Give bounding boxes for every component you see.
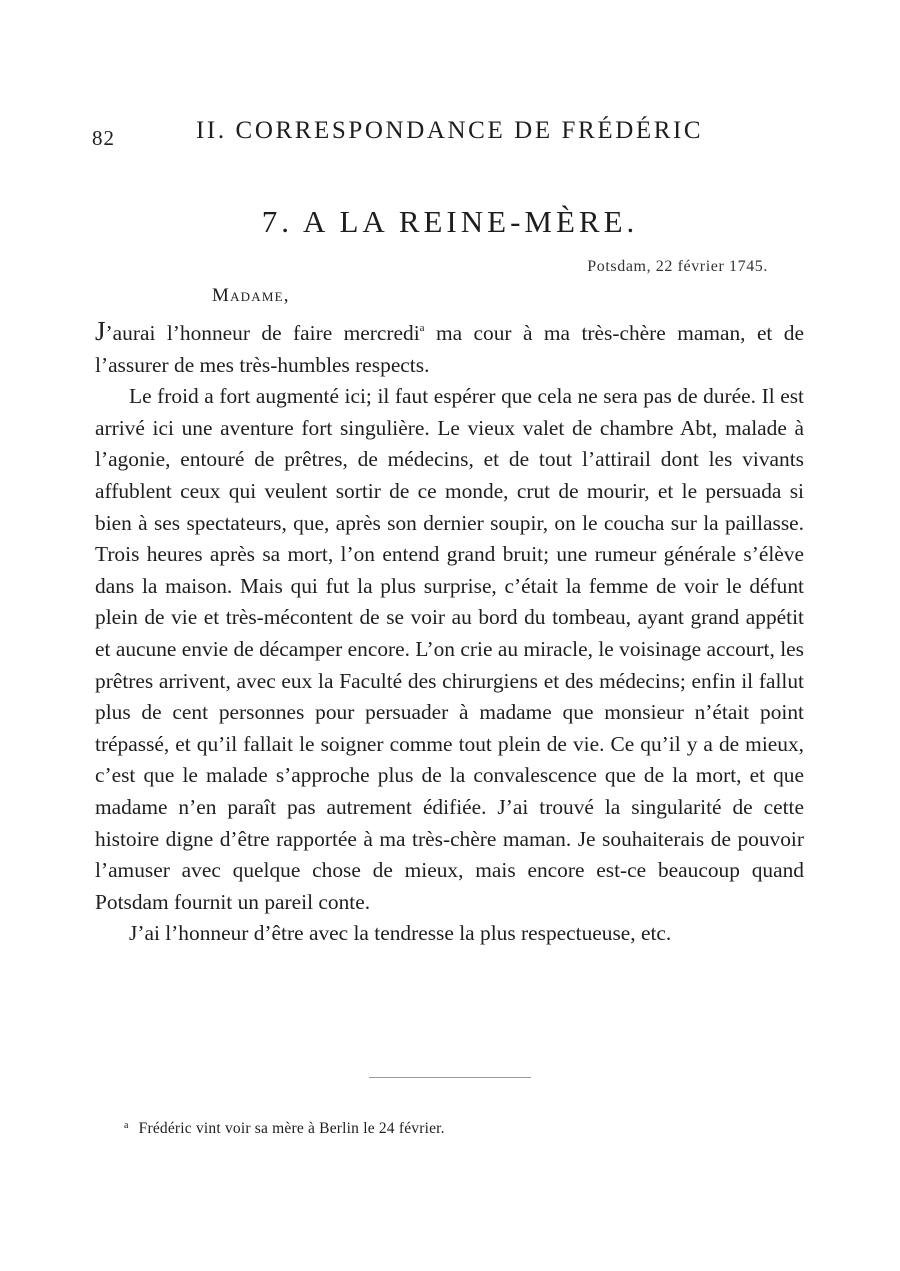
letter-title: 7. A LA REINE-MÈRE. — [261, 204, 639, 239]
running-head: II. CORRESPONDANCE DE FRÉDÉRIC — [196, 117, 704, 144]
footnote-mark: a — [124, 1120, 129, 1131]
page-number: 82 — [92, 126, 115, 150]
dateline: Potsdam, 22 février 1745. — [587, 258, 768, 275]
letter-body — [95, 316, 804, 950]
footnote — [124, 1120, 445, 1138]
closing-line: J’ai l’honneur d’être avec la tendresse la plus respectueuse, etc. — [129, 921, 672, 946]
paragraph-1 — [95, 316, 804, 381]
footnote-separator-rule — [369, 1077, 531, 1078]
footnote-text: Frédéric vint voir sa mère à Berlin le 24 février. — [138, 1120, 445, 1137]
salutation: Madame, — [212, 285, 290, 306]
paragraph-1-text: ’aurai l’honneur de faire mercredi — [105, 321, 420, 345]
paragraph-1-text-continued: ma cour à ma très-chère maman, et de l’assurer de mes très-humbles respects. — [95, 321, 804, 377]
paragraph-2: Le froid a fort augmenté ici; il faut espérer que cela ne sera pas de durée. Il est arrivé ici une aventure fort singulière. Le vieux valet de chambre Abt, malade à l’agonie, entouré de prêtres, de médecins, et de tout l’attirail dont les vivants affublent ceux qui veulent sortir de ce monde, crut de mourir, et le persuada si bien à ses spectateurs, que, après son dernier soupir, on le coucha sur la paillasse. Trois heures après sa mort, l’on entend grand bruit; une rumeur générale s’élève dans la maison. Mais qui fut la plus surprise, c’était la femme de voir le défunt plein de vie et très-mécontent de se voir au bord du tombeau, ayant grand appétit et aucune envie de décamper encore. L’on crie au miracle, le voisinage accourt, les prêtres arrivent, avec eux la Faculté des chirurgiens et des médecins; enfin il fallut plus de cent personnes pour persuader à madame que monsieur n’était point trépassé, et qu’il fallait le soigner comme tout plein de vie. Ce qu’il y a de mieux, c’est que le malade s’approche plus de la convalescence que de la mort, et que madame n’en paraît pas autrement édifiée. J’ai trouvé la singularité de cette histoire digne d’être rapportée à ma très-chère maman. Je souhaiterais de pouvoir l’amuser avec quelque chose de mieux, mais encore est-ce beaucoup quand Potsdam fournit un pareil conte. — [95, 384, 804, 914]
footnote-reference[interactable]: a — [419, 322, 425, 334]
drop-cap: J — [95, 316, 106, 346]
